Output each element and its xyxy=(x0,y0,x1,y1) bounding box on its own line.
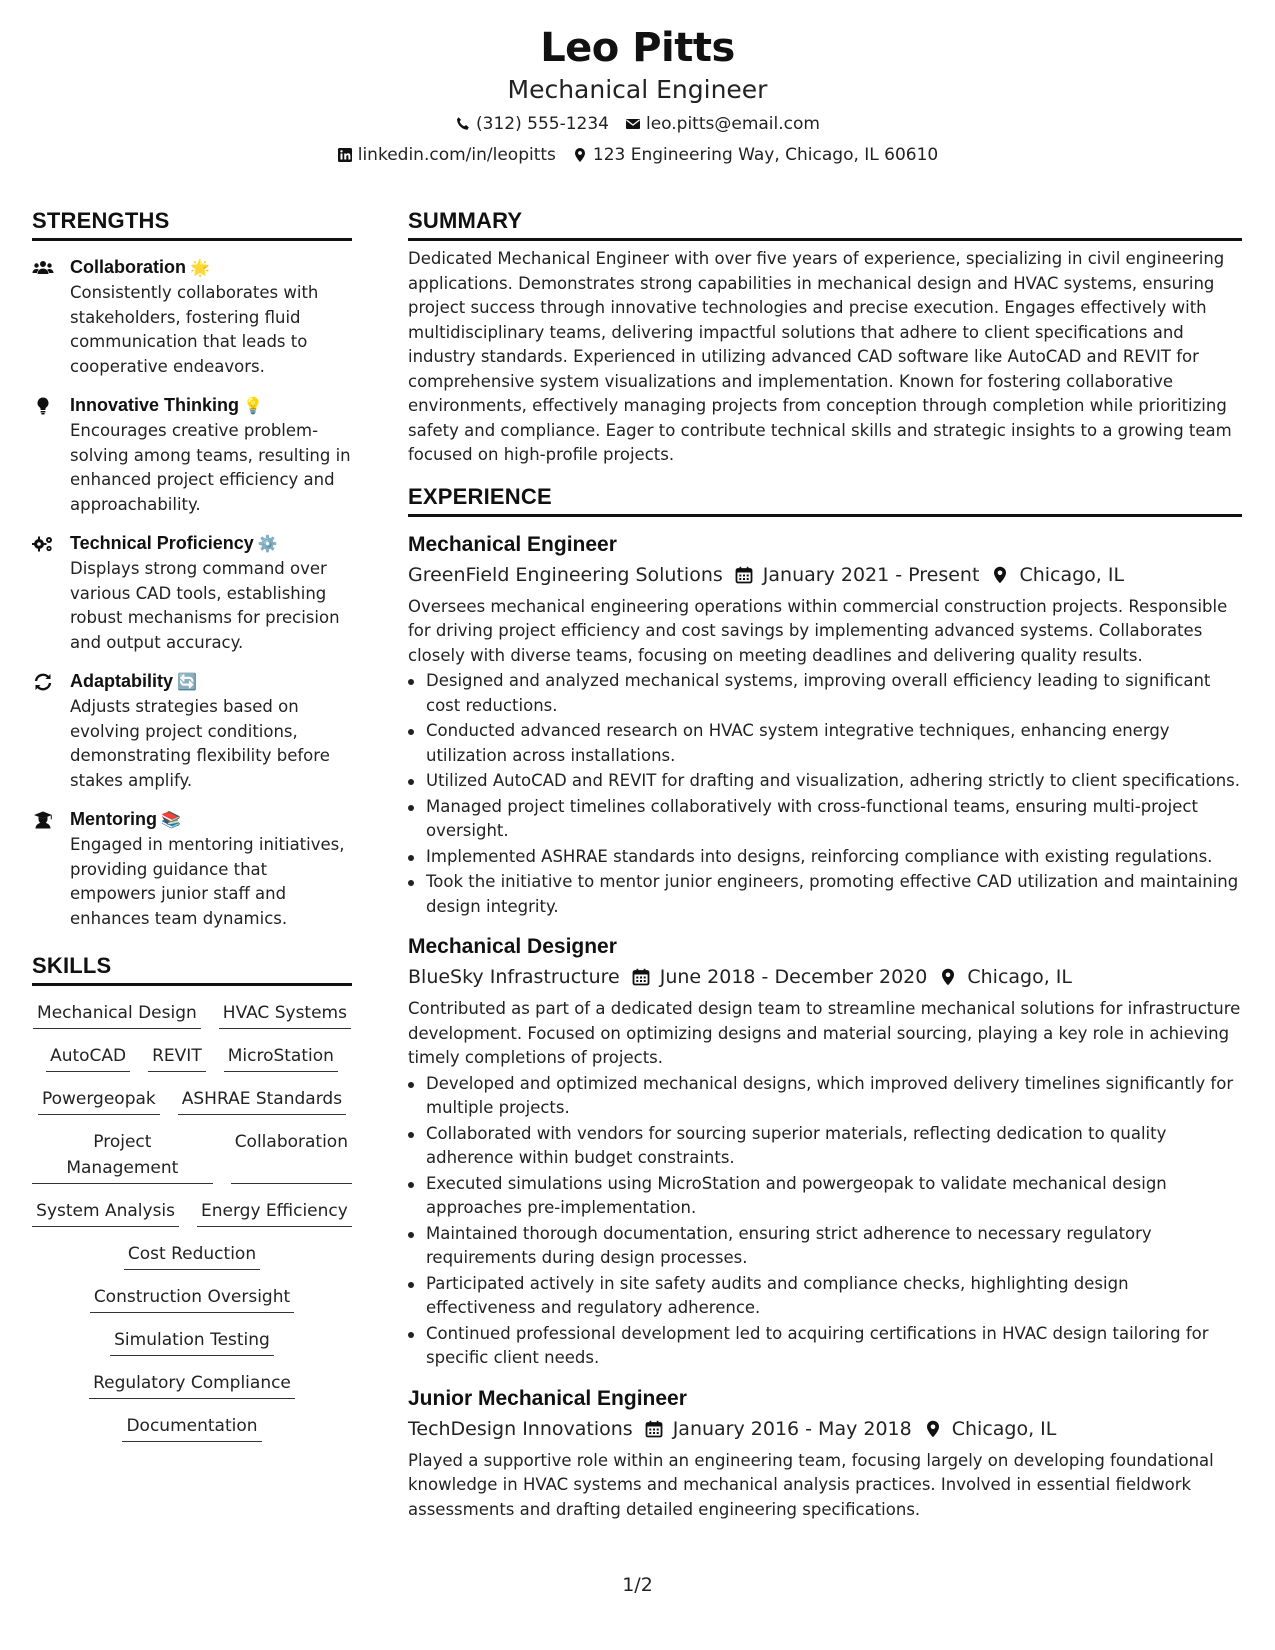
experience-heading: EXPERIENCE xyxy=(408,484,1242,517)
job-location: Chicago, IL xyxy=(967,966,1072,988)
strength-description: Displays strong command over various CAD tools, establishing robust mechanisms for precision and output accuracy. xyxy=(70,559,340,652)
company-name: GreenField Engineering Solutions xyxy=(408,563,723,586)
job-meta xyxy=(408,963,1242,991)
skill-row xyxy=(32,1086,352,1115)
address-text: 123 Engineering Way, Chicago, IL 60610 xyxy=(592,145,939,165)
skill-row xyxy=(32,1327,352,1356)
sync-icon xyxy=(32,669,70,793)
contact-row-2 xyxy=(0,143,1275,167)
envelope-icon xyxy=(625,116,641,132)
skill-row xyxy=(32,1129,352,1184)
bullet-item: Participated actively in site safety audits and compliance checks, highlighting design effectiveness and regulatory adherence. xyxy=(408,1272,1242,1321)
job-meta xyxy=(408,561,1242,589)
job-dates: January 2016 - May 2018 xyxy=(672,1417,912,1440)
star-icon: 🌟 xyxy=(190,260,210,277)
phone-icon xyxy=(455,116,471,132)
skill-tag: REVIT xyxy=(148,1043,206,1072)
map-pin-icon xyxy=(939,968,957,986)
bullet-item: Took the initiative to mentor junior engineers, promoting effective CAD utilization and maintaining design integrity. xyxy=(408,870,1242,919)
bullet-item: Conducted advanced research on HVAC system integrative techniques, enhancing energy utilization across installations. xyxy=(408,719,1242,768)
skill-row xyxy=(32,1284,352,1313)
bullet-item: Developed and optimized mechanical designs, which improved delivery timelines significantly for multiple projects. xyxy=(408,1072,1242,1121)
gear-emoji-icon: ⚙️ xyxy=(257,536,278,553)
candidate-name: Leo Pitts xyxy=(540,25,735,71)
skill-row xyxy=(32,1413,352,1442)
skill-tag: MicroStation xyxy=(224,1043,338,1072)
skill-tag: Mechanical Design xyxy=(33,1000,201,1029)
contact-row-1 xyxy=(0,112,1275,136)
calendar-icon xyxy=(645,1420,663,1438)
strength-item xyxy=(32,669,352,793)
skill-tag: Project Management xyxy=(32,1129,213,1184)
books-emoji-icon: 📚 xyxy=(161,812,181,829)
bulb-emoji-icon: 💡 xyxy=(243,398,263,415)
strength-title: Innovative Thinking xyxy=(70,395,240,415)
skill-tag: Cost Reduction xyxy=(124,1241,260,1270)
skill-row xyxy=(32,1198,352,1227)
phone-contact xyxy=(455,112,609,136)
bullet-item: Collaborated with vendors for sourcing superior materials, reflecting dedication to quality adherence within budget constraints. xyxy=(408,1122,1242,1171)
job-description: Contributed as part of a dedicated design team to streamline mechanical solutions for infrastructure development. Focused on optimizing designs and material sourcing, playing a key role in achieving timely completions of projects. xyxy=(408,999,1241,1067)
job-bullets xyxy=(408,669,1242,919)
calendar-icon xyxy=(735,566,753,584)
gears-icon xyxy=(32,531,70,655)
bullet-item: Maintained thorough documentation, ensuring strict adherence to necessary regulatory requirements during design processes. xyxy=(408,1222,1242,1271)
summary-heading: SUMMARY xyxy=(408,208,1242,241)
skills-list xyxy=(32,1000,352,1442)
job-location: Chicago, IL xyxy=(1019,563,1125,586)
experience-list xyxy=(408,531,1242,1523)
job-meta xyxy=(408,1415,1242,1443)
skill-tag: Simulation Testing xyxy=(110,1327,274,1356)
job-description: Played a supportive role within an engineering team, focusing largely on developing foundational knowledge in HVAC systems and mechanical analysis practices. Involved in essential fieldwork assessments and drafting detailed engineering specifications. xyxy=(408,1450,1214,1519)
map-pin-icon xyxy=(924,1420,942,1438)
strength-title: Adaptability xyxy=(70,671,174,691)
job-entry xyxy=(408,933,1242,1371)
left-column xyxy=(32,208,352,1456)
company-name: BlueSky Infrastructure xyxy=(408,966,620,988)
job-bullets xyxy=(408,1072,1242,1371)
skill-tag: Energy Efficiency xyxy=(197,1198,352,1227)
company-name: TechDesign Innovations xyxy=(408,1417,633,1440)
bullet-item: Utilized AutoCAD and REVIT for drafting and visualization, adhering strictly to client specifications. xyxy=(408,769,1242,794)
users-icon xyxy=(32,255,70,379)
skill-tag: Powergeopak xyxy=(38,1086,160,1115)
skill-row xyxy=(32,1241,352,1270)
skill-tag: AutoCAD xyxy=(46,1043,130,1072)
skill-tag: Regulatory Compliance xyxy=(89,1370,295,1399)
skill-tag: HVAC Systems xyxy=(219,1000,351,1029)
bullet-item: Managed project timelines collaboratively with cross-functional teams, ensuring multi-project oversight. xyxy=(408,795,1242,844)
bullet-item: Continued professional development led to acquiring certifications in HVAC design tailoring for specific client needs. xyxy=(408,1322,1242,1371)
skill-row xyxy=(32,1000,352,1029)
email-contact[interactable] xyxy=(625,112,820,136)
teacher-icon xyxy=(32,807,70,931)
skill-tag: System Analysis xyxy=(32,1198,179,1227)
skills-heading: SKILLS xyxy=(32,953,352,986)
skill-row xyxy=(32,1043,352,1072)
lightbulb-icon xyxy=(32,393,70,517)
bullet-item: Designed and analyzed mechanical systems, improving overall efficiency leading to significant cost reductions. xyxy=(408,669,1242,718)
job-title: Mechanical Designer xyxy=(408,935,617,958)
job-entry xyxy=(408,531,1242,920)
skill-tag: ASHRAE Standards xyxy=(178,1086,346,1115)
map-pin-icon xyxy=(991,566,1009,584)
address-contact xyxy=(572,143,938,167)
skill-row xyxy=(32,1370,352,1399)
job-title: Mechanical Engineer xyxy=(408,532,617,556)
strength-item xyxy=(32,531,352,655)
job-location: Chicago, IL xyxy=(951,1417,1057,1440)
skill-tag: Construction Oversight xyxy=(90,1284,294,1313)
strength-description: Consistently collaborates with stakeholders, fostering fluid communication that leads to cooperative endeavors. xyxy=(70,283,319,376)
email-text[interactable]: leo.pitts@email.com xyxy=(645,114,820,134)
skill-tag: Collaboration xyxy=(231,1129,352,1184)
map-pin-icon xyxy=(572,147,588,163)
linkedin-icon xyxy=(337,147,353,163)
page-number: 1/2 xyxy=(622,1574,653,1596)
bullet-item: Executed simulations using MicroStation and powergeopak to validate mechanical design approaches pre-implementation. xyxy=(408,1172,1242,1221)
strength-item xyxy=(32,393,352,517)
strengths-heading: STRENGTHS xyxy=(32,208,352,241)
job-dates: January 2021 - Present xyxy=(762,563,980,586)
resume-header xyxy=(0,22,1275,167)
bullet-item: Implemented ASHRAE standards into designs, reinforcing compliance with existing regulations. xyxy=(408,845,1242,870)
calendar-icon xyxy=(632,968,650,986)
strength-title: Collaboration xyxy=(70,257,186,277)
strength-title: Technical Proficiency xyxy=(70,533,254,553)
strength-description: Adjusts strategies based on evolving project conditions, demonstrating flexibility before stakes amplify. xyxy=(70,697,330,790)
candidate-title: Mechanical Engineer xyxy=(507,75,768,104)
job-title: Junior Mechanical Engineer xyxy=(408,1386,687,1410)
skill-tag: Documentation xyxy=(122,1413,261,1442)
job-dates: June 2018 - December 2020 xyxy=(659,966,928,988)
phone-text: (312) 555-1234 xyxy=(476,114,609,134)
strength-description: Engaged in mentoring initiatives, providing guidance that empowers junior staff and enhances team dynamics. xyxy=(70,835,345,928)
linkedin-text[interactable]: linkedin.com/in/leopitts xyxy=(357,145,556,165)
job-entry xyxy=(408,1385,1242,1523)
strength-title: Mentoring xyxy=(70,809,157,829)
strength-description: Encourages creative problem-solving among teams, resulting in enhanced project efficiency and approachability. xyxy=(70,421,351,514)
refresh-emoji-icon: 🔄 xyxy=(177,674,197,691)
linkedin-contact[interactable] xyxy=(337,143,556,167)
summary-text: Dedicated Mechanical Engineer with over five years of experience, specializing in civil engineering applications. Demonstrates strong capabilities in mechanical design and HVAC systems, ensuring project success through innovative technologies and precise execution. Engages effectively with multidisciplinary teams, delivering impactful solutions that adhere to client specifications and industry standards. Experienced in utilizing advanced CAD software like AutoCAD and REVIT for comprehensive system visualizations and implementation. Known for fostering collaborative environments, effectively managing projects from conception through completion while prioritizing safety and compliance. Eager to contribute technical skills and strategic insights to a growing team focused on high-profile projects. xyxy=(408,249,1232,464)
right-column xyxy=(408,208,1242,1522)
strength-item xyxy=(32,807,352,931)
job-description: Oversees mechanical engineering operations within commercial construction projects. Responsible for driving project efficiency and cost savings by implementing advanced systems. Collaborates closely with diverse teams, focusing on meeting deadlines and delivering quality results. xyxy=(408,596,1228,665)
strength-item xyxy=(32,255,352,379)
